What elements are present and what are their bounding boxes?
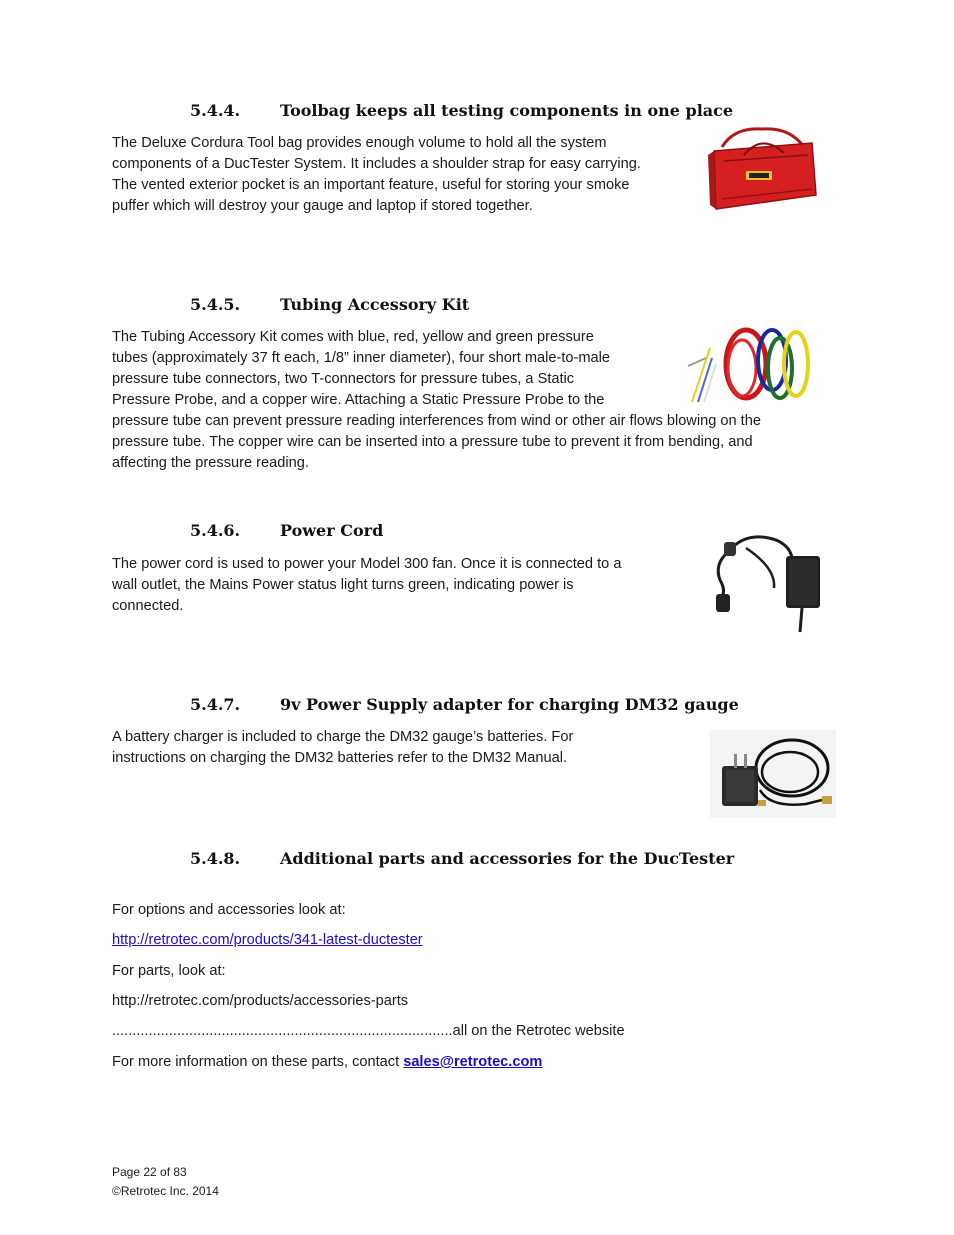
contact-prefix: For more information on these parts, contact — [112, 1054, 404, 1070]
body-line: Pressure Probe, and a copper wire. Attaching a Static Pressure Probe to the — [112, 392, 605, 408]
section-heading-5-4-5 — [190, 294, 810, 316]
options-label: For options and accessories look at: — [112, 902, 346, 918]
contact-email-link[interactable]: sales@retrotec.com — [403, 1054, 543, 1070]
toolbag-icon — [704, 125, 822, 213]
page-footer — [112, 1163, 412, 1201]
body-line: tubes (approximately 37 ft each, 1/8” inner diameter), four short male-to-male — [112, 350, 611, 366]
body-line: puffer which will destroy your gauge and laptop if stored together. — [112, 198, 533, 214]
body-line: The power cord is used to power your Model 300 fan. Once it is connected to a — [112, 556, 622, 572]
dotted-line: ....................................................................................all on the Retrotec website — [112, 1023, 625, 1039]
body-line: affecting the pressure reading. — [112, 455, 309, 471]
body-line: pressure tube connectors, two T-connectors for pressure tubes, a Static — [112, 371, 575, 387]
section-number: 5.4.6. — [190, 521, 241, 540]
contact-row — [112, 1052, 832, 1073]
section-number: 5.4.4. — [190, 101, 241, 120]
copyright: ©Retrotec Inc. 2014 — [112, 1184, 219, 1198]
body-line: connected. — [112, 598, 184, 614]
power-cord-icon — [706, 528, 826, 636]
section-body-5-4-7 — [112, 727, 692, 769]
charger-icon — [710, 730, 836, 818]
body-line: components of a DucTester System. It includes a shoulder strap for easy carrying. — [112, 156, 641, 172]
section-heading-5-4-8 — [190, 848, 810, 870]
body-line: pressure tube can prevent pressure reading interferences from wind or other air flows blowing on the — [112, 413, 761, 429]
section-title: Tubing Accessory Kit — [280, 295, 470, 314]
section-number: 5.4.5. — [190, 295, 241, 314]
section-title: Power Cord — [280, 521, 384, 540]
section-title: Additional parts and accessories for the DucTester — [280, 849, 735, 868]
tubing-kit-icon — [682, 318, 814, 410]
parts-label-row — [112, 961, 832, 982]
body-line: instructions on charging the DM32 batteries refer to the DM32 Manual. — [112, 750, 568, 766]
section-heading-5-4-4 — [190, 100, 810, 122]
section-title: 9v Power Supply adapter for charging DM32 gauge — [280, 695, 739, 714]
section-number: 5.4.7. — [190, 695, 241, 714]
additional-info — [112, 900, 832, 921]
body-line: The vented exterior pocket is an important feature, useful for storing your smoke — [112, 177, 630, 193]
section-body-5-4-6 — [112, 554, 692, 617]
page-number: Page 22 of 83 — [112, 1165, 187, 1179]
dotted-line-row — [112, 1021, 832, 1042]
parts-url: http://retrotec.com/products/accessories-parts — [112, 993, 409, 1009]
body-line: A battery charger is included to charge the DM32 gauge’s batteries. For — [112, 729, 574, 745]
options-link[interactable]: http://retrotec.com/products/341-latest-ductester — [112, 932, 423, 948]
section-heading-5-4-7 — [190, 694, 810, 716]
options-link-row — [112, 930, 832, 951]
body-line: The Deluxe Cordura Tool bag provides enough volume to hold all the system — [112, 135, 607, 151]
body-line: wall outlet, the Mains Power status light turns green, indicating power is — [112, 577, 574, 593]
parts-url-row — [112, 991, 832, 1012]
section-body-5-4-4 — [112, 133, 692, 217]
section-title: Toolbag keeps all testing components in one place — [280, 101, 734, 120]
section-number: 5.4.8. — [190, 849, 241, 868]
body-line: The Tubing Accessory Kit comes with blue, red, yellow and green pressure — [112, 329, 594, 345]
body-line: pressure tube. The copper wire can be inserted into a pressure tube to prevent it from bending, and — [112, 434, 753, 450]
parts-label: For parts, look at: — [112, 963, 226, 979]
